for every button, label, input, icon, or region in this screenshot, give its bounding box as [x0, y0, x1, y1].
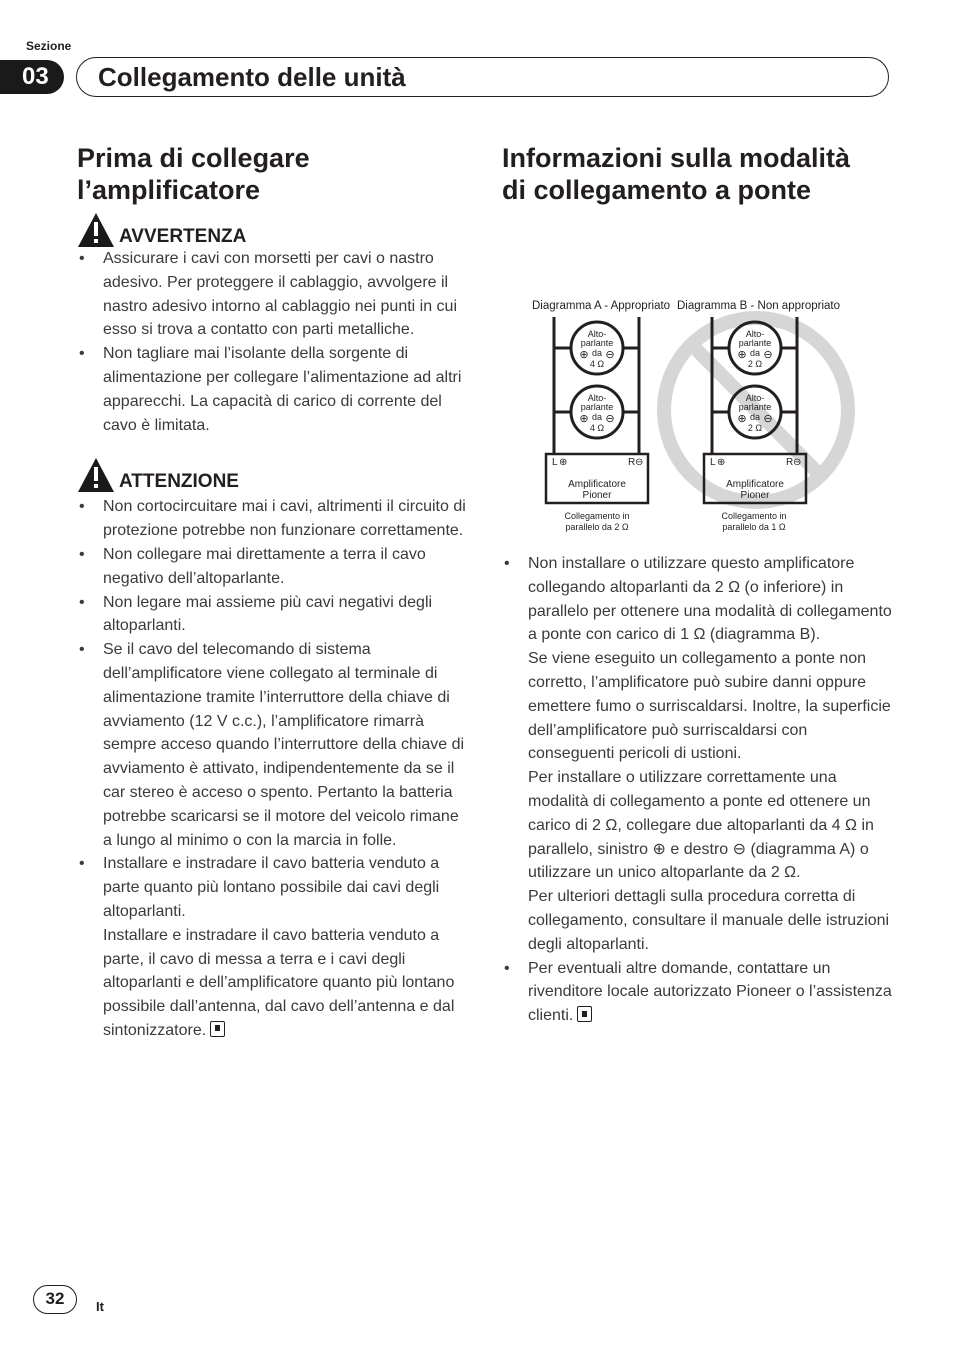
speaker-label: Alto- [745, 329, 765, 339]
diagram-a-note [564, 511, 630, 533]
amplifier-label: Pioner [582, 490, 612, 501]
diagram-a-label: Diagramma A - Appropriato [532, 300, 671, 312]
list-item: • Non tagliare mai l’isolante della sorgente di alimentazione per collegare l’alimentazione ad altri apparecchi. La capacità di carico di corrente del cavo è limitata. [77, 342, 467, 437]
speaker-label: Alto- [587, 329, 607, 339]
list-item: • Non cortocircuitare mai i cavi, altrimenti il circuito di protezione potrebbe non funzionare correttamente. [77, 495, 467, 543]
list-item-text: • Non installare o utilizzare questo amplificatore collegando altoparlanti da 2 Ω (o inferiore) in parallelo per ottenere una modalità di collegamento a ponte con carico di 1 Ω (diagramma B). [528, 555, 892, 644]
plus-icon: ⊕ [737, 349, 747, 361]
list-item [502, 957, 894, 1028]
left-heading [77, 142, 467, 206]
speaker-ohm: 2 Ω [747, 423, 763, 433]
bridge-connection-diagram [502, 220, 894, 532]
speaker-label: da [749, 412, 761, 422]
minus-icon: ⊖ [763, 349, 773, 361]
caution-header [77, 457, 467, 493]
list-item-text: Per installare o utilizzare correttamente una modalità di collegamento a ponte ed ottenere un carico di 2 Ω, collegare due altoparlanti da 4 Ω in parallelo, sinistro ⊕ e destro ⊖ (diagramma A) o utilizzare un unico altoparlante da 2 Ω. [528, 769, 874, 882]
section-number-tab: 03 [0, 60, 64, 94]
speaker-ohm: 4 Ω [589, 359, 605, 369]
diagram-b-note-line2: parallelo da 1 Ω [722, 522, 786, 532]
amplifier-label: Pioner [740, 490, 770, 501]
list-item [77, 852, 467, 1042]
caution-title: ATTENZIONE [119, 471, 239, 493]
diagram-a-note-line2: parallelo da 2 Ω [565, 522, 629, 532]
right-column [502, 142, 894, 1028]
list-item: • Non collegare mai direttamente a terra il cavo negativo dell’altoparlante. [77, 543, 467, 591]
terminal-right-label: R [628, 457, 636, 468]
speaker-label: parlante [580, 338, 614, 348]
minus-icon: ⊖ [605, 349, 615, 361]
speaker-label: da [591, 412, 603, 422]
language-code: It [96, 1299, 104, 1314]
speaker-ohm: 2 Ω [747, 359, 763, 369]
warning-triangle-icon [77, 212, 115, 248]
list-item-continuation: Installare e instradare il cavo batteria venduto a parte, il cavo di messa a terra e i cavi degli altoparlanti e dell’amplificatore quanto più lontano possibile dall’antenna, dal cavo dell’antenna e dal sintonizzatore. [103, 926, 455, 1039]
diagram-b-note-line1: Collegamento in [721, 511, 787, 521]
speaker-label: parlante [738, 402, 772, 412]
terminal-left-label: L [552, 457, 558, 468]
warning-title: AVVERTENZA [119, 226, 247, 247]
speaker-label: Alto- [587, 393, 607, 403]
list-item: • Se il cavo del telecomando di sistema dell’amplificatore viene collegato al terminale di alimentazione tramite l’interruttore della chiave di avviamento (12 V c.c.), l’amplificatore rimarrà sempre acceso quando l’interruttore della chiave di avviamento è attivato, indipendentemente da se il car stereo è acceso o spento. Pertanto la batteria potrebbe scaricarsi se il motore del veicolo rimane a lungo al minimo o con la marcia in folle. [77, 638, 467, 852]
speaker-label: da [749, 348, 761, 358]
diagram-b-label: Diagramma B - Non appropriato [677, 300, 840, 312]
minus-icon: ⊖ [763, 413, 773, 425]
end-of-section-icon [577, 1006, 592, 1022]
list-item: • Non legare mai assieme più cavi negativi degli altoparlanti. [77, 591, 467, 639]
speaker-ohm: 4 Ω [589, 423, 605, 433]
plus-icon: ⊕ [579, 413, 589, 425]
right-heading-line2: di collegamento a ponte [502, 175, 812, 205]
minus-icon: ⊖ [793, 457, 802, 468]
right-heading-line1: Informazioni sulla modalità [502, 143, 851, 173]
list-item-text: Se viene eseguito un collegamento a ponte non corretto, l’amplificatore può subire danni oppure emettere fumo o surriscaldarsi. Inoltre, la superficie dell’amplificatore può surriscaldarsi con conseguenti pericoli di ustioni. [528, 650, 891, 763]
list-item [502, 552, 894, 957]
amplifier-label: Amplificatore [726, 479, 784, 490]
warning-list [77, 247, 467, 437]
caution-triangle-icon [77, 457, 115, 493]
list-item-text: Per eventuali altre domande, contattare un rivenditore locale autorizzato Pioneer o l’assistenza clienti. [528, 959, 892, 1025]
right-heading [502, 142, 894, 206]
speaker-label: da [591, 348, 603, 358]
speaker-label: parlante [738, 338, 772, 348]
plus-icon: ⊕ [737, 413, 747, 425]
list-item: • Assicurare i cavi con morsetti per cavi o nastro adesivo. Per proteggere il cablaggio, avvolgere il nastro adesivo intorno al cablaggio nei punti in cui esso si trova a contatto con parti metalliche. [77, 247, 467, 342]
page-number: 32 [33, 1285, 77, 1314]
list-item-text: • Installare e instradare il cavo batteria venduto a parte quanto più lontano possibile dai cavi degli altoparlanti. [103, 855, 440, 920]
speaker-label: Alto- [745, 393, 765, 403]
terminal-left-label: L [710, 457, 716, 468]
diagram-a-note-line1: Collegamento in [564, 511, 630, 521]
left-heading-line2: l’amplificatore [77, 175, 261, 205]
plus-icon: ⊕ [717, 457, 726, 468]
speaker-label: parlante [580, 402, 614, 412]
warning-header [77, 212, 467, 248]
left-heading-line1: Prima di collegare [77, 143, 310, 173]
caution-list [77, 495, 467, 1042]
chapter-title: Collegamento delle unità [98, 62, 406, 92]
amplifier-label: Amplificatore [568, 479, 626, 490]
plus-icon: ⊕ [559, 457, 568, 468]
minus-icon: ⊖ [635, 457, 644, 468]
terminal-right-label: R [786, 457, 794, 468]
minus-icon: ⊖ [605, 413, 615, 425]
left-column [77, 142, 467, 1043]
bridge-info-list [502, 552, 894, 1028]
list-item-text: Per ulteriori dettagli sulla procedura corretta di collegamento, consultare il manuale delle istruzioni degli altoparlanti. [528, 888, 890, 953]
end-of-section-icon [210, 1021, 225, 1037]
plus-icon: ⊕ [579, 349, 589, 361]
section-label: Sezione [26, 39, 72, 53]
diagram-b-note [721, 511, 787, 533]
